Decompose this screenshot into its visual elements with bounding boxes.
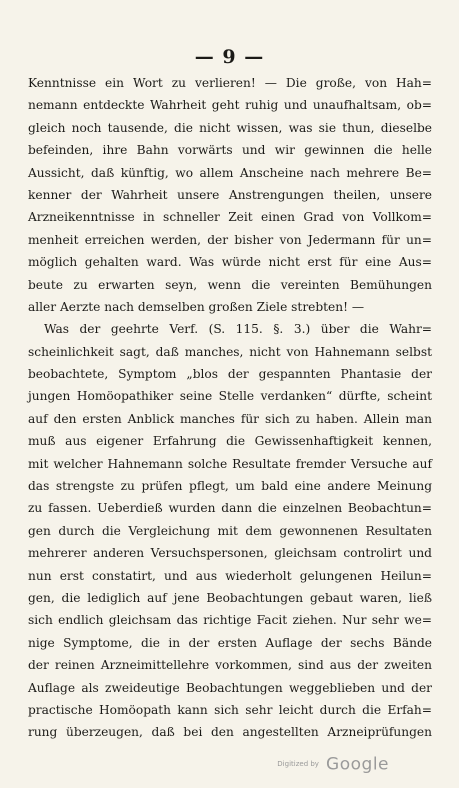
text-line: muß aus eigener Erfahrung die Gewissenhaftigkeit kennen,	[28, 434, 432, 449]
google-logo: Google	[326, 754, 389, 774]
text-line: beobachtete, Symptom „blos der gespannten Phantasie der	[28, 367, 432, 382]
text-line: menheit erreichen werden, der bisher von Jedermann für un=	[28, 232, 432, 247]
text-line: Auflage als zweideutige Beobachtungen weggeblieben und der	[28, 680, 432, 695]
text-line: mit welcher Hahnemann solche Resultate fremder Versuche auf	[28, 456, 432, 471]
text-line: zu fassen. Ueberdieß wurden dann die einzelnen Beobachtun=	[28, 501, 432, 516]
text-line: der reinen Arzneimittellehre vorkommen, sind aus der zweiten	[28, 658, 432, 673]
text-line: jungen Homöopathiker seine Stelle verdanken“ dürfte, scheint	[28, 389, 432, 404]
text-line: sich endlich gleichsam das richtige Facit ziehen. Nur sehr we=	[28, 613, 432, 628]
text-line: Aussicht, daß künftig, wo allem Anscheine nach mehrere Be=	[28, 165, 432, 180]
text-line: scheinlichkeit sagt, daß manches, nicht von Hahnemann selbst	[28, 344, 432, 359]
text-line: nun erst constatirt, und aus wiederholt gelungenen Heilun=	[28, 568, 432, 583]
paragraph-start-line: Was der geehrte Verf. (S. 115. §. 3.) über die Wahr=	[44, 322, 432, 337]
text-line: das strengste zu prüfen pflegt, um bald eine andere Meinung	[28, 479, 432, 494]
text-line: Arzneikenntnisse in schneller Zeit einen Grad von Vollkom=	[28, 210, 432, 225]
text-line: beute zu erwarten seyn, wenn die vereinten Bemühungen	[28, 277, 432, 292]
watermark-prefix: Digitized by	[277, 760, 319, 768]
text-line: mehrerer anderen Versuchspersonen, gleichsam controlirt und	[28, 546, 432, 561]
text-line: gleich noch tausende, die nicht wissen, was sie thun, dieselbe	[28, 120, 432, 135]
text-line: Kenntnisse ein Wort zu verlieren! — Die große, von Hah=	[28, 76, 432, 90]
text-line: nige Symptome, die in der ersten Auflage der sechs Bände	[28, 635, 432, 650]
text-line: rung überzeugen, daß bei den angestellten Arzneiprüfungen	[28, 725, 432, 740]
text-line: practische Homöopath kann sich sehr leicht durch die Erfah=	[28, 702, 432, 717]
text-line: gen, die lediglich auf jene Beobachtungen gebaut waren, ließ	[28, 590, 432, 605]
digitized-watermark	[277, 754, 389, 775]
paragraph-end-line: aller Aerzte nach demselben großen Ziele strebten! —	[28, 299, 365, 314]
text-line: auf den ersten Anblick manches für sich zu haben. Allein man	[28, 411, 432, 426]
text-line: kenner der Wahrheit unsere Anstrengungen theilen, unsere	[28, 187, 432, 202]
text-line: möglich gehalten ward. Was würde nicht erst für eine Aus=	[28, 255, 432, 270]
text-line: befeinden, ihre Bahn vorwärts und wir gewinnen die helle	[28, 143, 432, 158]
text-line: nemann entdeckte Wahrheit geht ruhig und unaufhaltsam, ob=	[28, 98, 432, 113]
page-number: — 9 —	[194, 46, 265, 68]
body-text	[28, 72, 432, 744]
text-line: gen durch die Vergleichung mit dem gewonnenen Resultaten	[28, 523, 432, 538]
